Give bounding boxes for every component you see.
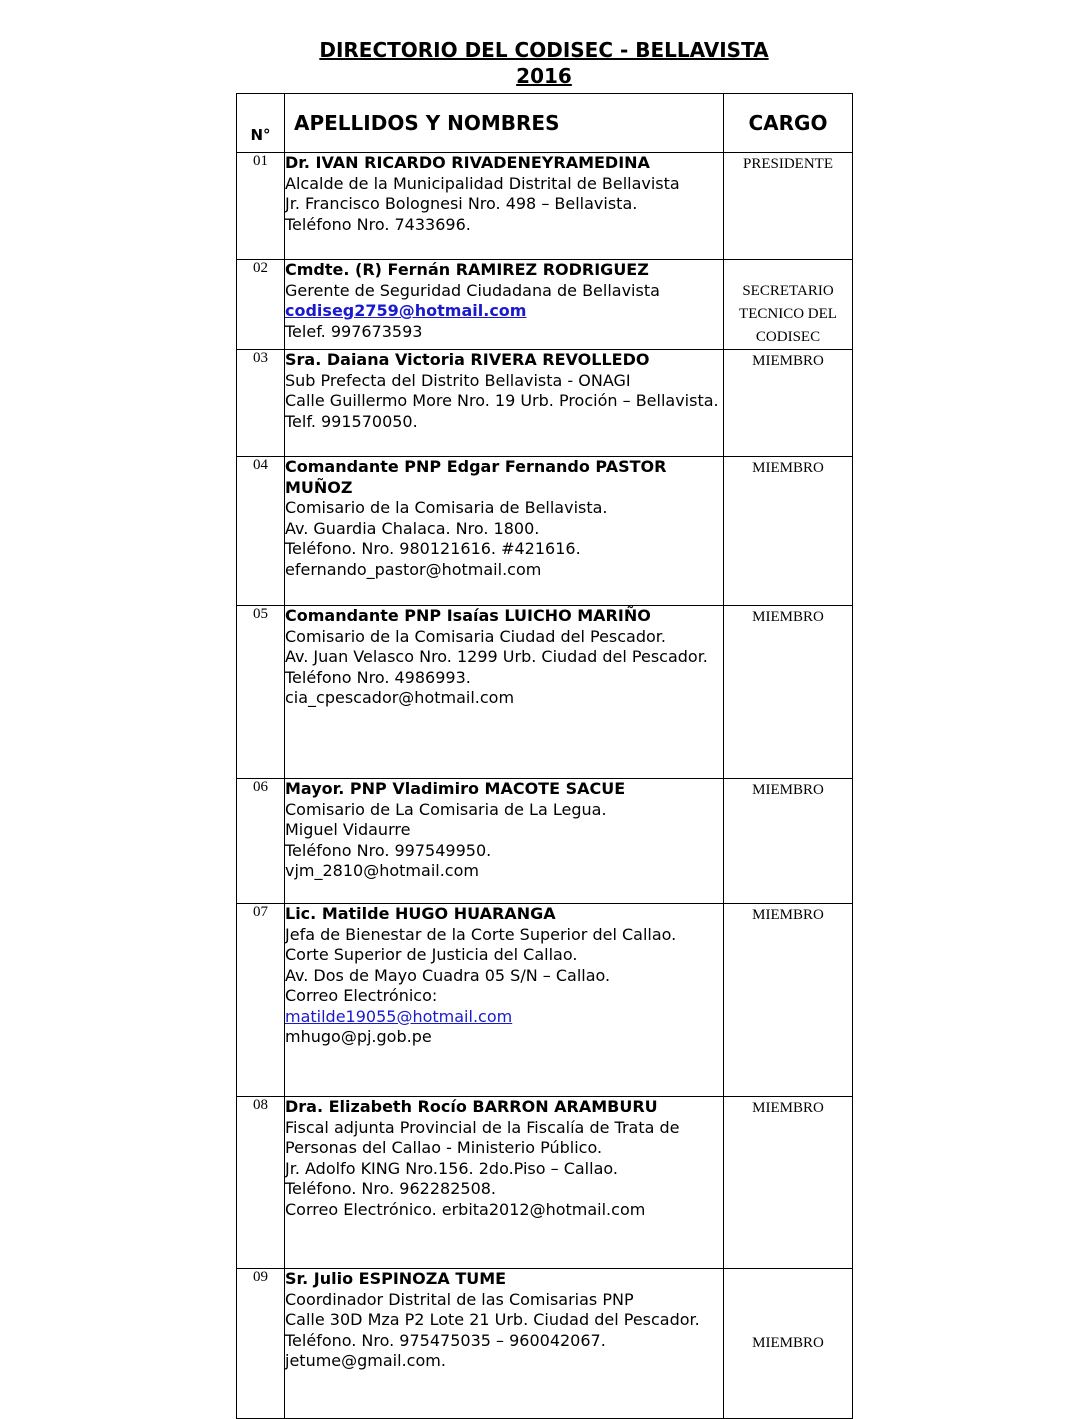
member-detail: Teléfono. Nro. 962282508.	[285, 1179, 497, 1198]
member-email-line	[285, 1007, 723, 1028]
row-number: 06	[237, 779, 285, 904]
member-info	[285, 457, 724, 606]
member-detail: Alcalde de la Municipalidad Distrital de Bellavista	[285, 173, 680, 193]
member-detail: Teléfono Nro. 4986993.	[285, 667, 471, 687]
member-detail: Jr. Francisco Bolognesi Nro. 498 – Bellavista.	[285, 194, 638, 213]
member-name: Mayor. PNP Vladimiro MACOTE SACUE	[285, 779, 626, 798]
row-number: 08	[237, 1097, 285, 1269]
row-number: 03	[237, 350, 285, 457]
member-detail: Teléfono. Nro. 975475035 – 960042067.	[285, 1330, 606, 1350]
member-detail: Correo Electrónico:	[285, 986, 438, 1005]
header-cargo: CARGO	[724, 94, 853, 153]
row-number: 09	[237, 1269, 285, 1419]
member-detail: Coordinador Distrital de las Comisarias PNP	[285, 1289, 634, 1309]
member-email-link[interactable]: codiseg2759@hotmail.com	[285, 301, 527, 320]
table-row	[237, 1269, 853, 1419]
member-detail: Comisario de La Comisaria de La Legua.	[285, 799, 607, 819]
table-row	[237, 350, 853, 457]
member-info	[285, 260, 724, 350]
member-detail: Av. Guardia Chalaca. Nro. 1800.	[285, 518, 540, 538]
member-detail: Comisario de la Comisaria de Bellavista.	[285, 498, 608, 517]
member-name: Lic. Matilde HUGO HUARANGA	[285, 904, 556, 923]
member-info	[285, 153, 724, 260]
header-row	[237, 94, 853, 153]
member-detail: Sub Prefecta del Distrito Bellavista - ONAGI	[285, 370, 631, 390]
row-number: 07	[237, 904, 285, 1097]
row-number: 04	[237, 457, 285, 606]
member-detail: Jr. Adolfo KING Nro.156. 2do.Piso – Callao.	[285, 1158, 618, 1178]
member-cargo: MIEMBRO	[724, 904, 853, 1097]
member-cargo: SECRETARIO TECNICO DEL CODISEC	[724, 260, 853, 350]
member-email-link[interactable]: matilde19055@hotmail.com	[285, 1006, 513, 1026]
table-row	[237, 260, 853, 350]
member-detail: Calle 30D Mza P2 Lote 21 Urb. Ciudad del Pescador.	[285, 1310, 700, 1329]
table-row	[237, 457, 853, 606]
member-cargo: MIEMBRO	[724, 1269, 853, 1419]
directory-table	[236, 93, 853, 1419]
member-detail: Teléfono Nro. 7433696.	[285, 214, 471, 234]
member-detail: vjm_2810@hotmail.com	[285, 861, 479, 880]
member-detail: Fiscal adjunta Provincial de la Fiscalía de Trata de Personas del Callao - Ministerio Público.	[285, 1117, 680, 1157]
member-info	[285, 350, 724, 457]
table-row	[237, 153, 853, 260]
header-num: N°	[237, 94, 285, 153]
row-number: 02	[237, 260, 285, 350]
member-detail: Calle Guillermo More Nro. 19 Urb. Proción – Bellavista.	[285, 391, 719, 410]
member-detail: Telef. 997673593	[285, 321, 423, 341]
member-detail: Av. Juan Velasco Nro. 1299 Urb. Ciudad del Pescador.	[285, 647, 708, 666]
member-detail: Corte Superior de Justicia del Callao.	[285, 945, 578, 964]
member-detail: Miguel Vidaurre	[285, 820, 411, 839]
member-name: Comandante PNP Isaías LUICHO MARIÑO	[285, 606, 651, 625]
row-number: 01	[237, 153, 285, 260]
member-detail: mhugo@pj.gob.pe	[285, 1027, 432, 1046]
member-detail: cia_cpescador@hotmail.com	[285, 688, 515, 707]
member-name: Cmdte. (R) Fernán RAMIREZ RODRIGUEZ	[285, 260, 649, 279]
member-cargo: MIEMBRO	[724, 350, 853, 457]
member-cargo: MIEMBRO	[724, 606, 853, 779]
header-name: APELLIDOS Y NOMBRES	[285, 94, 724, 153]
member-detail: Teléfono Nro. 997549950.	[285, 840, 492, 860]
member-detail: Comisario de la Comisaria Ciudad del Pescador.	[285, 626, 666, 646]
table-row	[237, 904, 853, 1097]
member-cargo: PRESIDENTE	[724, 153, 853, 260]
member-info	[285, 779, 724, 904]
member-name: Sr. Julio ESPINOZA TUME	[285, 1269, 507, 1288]
member-name: Comandante PNP Edgar Fernando PASTOR MUÑOZ	[285, 457, 667, 497]
member-detail: Teléfono. Nro. 980121616. #421616.	[285, 539, 581, 558]
member-detail: Telf. 991570050.	[285, 411, 418, 431]
member-cargo: MIEMBRO	[724, 779, 853, 904]
member-info	[285, 1269, 724, 1419]
member-info	[285, 1097, 724, 1269]
member-detail: jetume@gmail.com.	[285, 1351, 446, 1370]
member-info	[285, 606, 724, 779]
row-number: 05	[237, 606, 285, 779]
member-detail: efernando_pastor@hotmail.com	[285, 559, 542, 579]
document-title: DIRECTORIO DEL CODISEC - BELLAVISTA	[319, 38, 769, 62]
member-detail: Gerente de Seguridad Ciudadana de Bellavista	[285, 280, 660, 300]
member-info	[285, 904, 724, 1097]
member-detail: Correo Electrónico. erbita2012@hotmail.com	[285, 1199, 646, 1219]
member-detail: Av. Dos de Mayo Cuadra 05 S/N – Callao.	[285, 965, 611, 985]
member-email-line	[285, 301, 723, 322]
member-cargo: MIEMBRO	[724, 457, 853, 606]
member-name: Dra. Elizabeth Rocío BARRON ARAMBURU	[285, 1097, 658, 1116]
table-row	[237, 1097, 853, 1269]
table-row	[237, 779, 853, 904]
table-row	[237, 606, 853, 779]
document-year: 2016	[516, 64, 572, 88]
member-cargo: MIEMBRO	[724, 1097, 853, 1269]
member-name: Sra. Daiana Victoria RIVERA REVOLLEDO	[285, 350, 650, 369]
member-name: Dr. IVAN RICARDO RIVADENEYRAMEDINA	[285, 153, 650, 172]
member-detail: Jefa de Bienestar de la Corte Superior del Callao.	[285, 924, 677, 944]
